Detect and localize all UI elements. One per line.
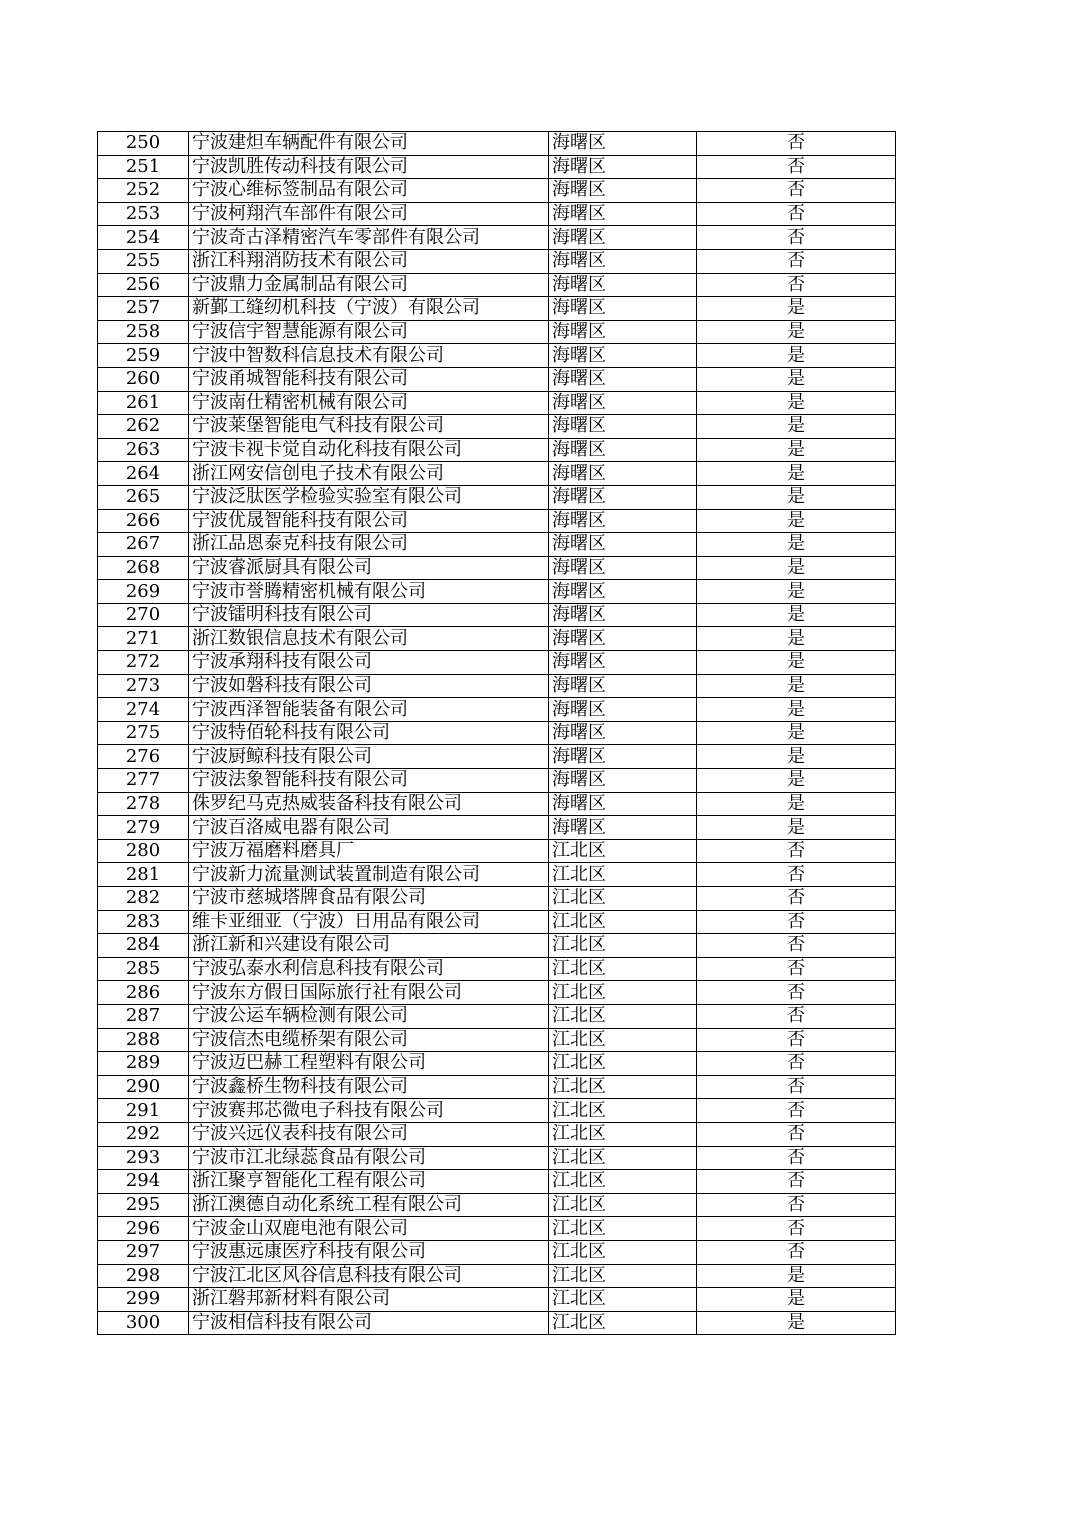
district: 江北区 xyxy=(549,1004,697,1028)
yes-no-flag: 是 xyxy=(697,533,896,557)
company-name: 宁波泛肽医学检验实验室有限公司 xyxy=(189,485,549,509)
table-row xyxy=(98,981,896,1005)
yes-no-flag: 是 xyxy=(697,816,896,840)
company-name: 宁波凯胜传动科技有限公司 xyxy=(189,155,549,179)
company-name: 宁波信杰电缆桥架有限公司 xyxy=(189,1028,549,1052)
district: 江北区 xyxy=(549,1288,697,1312)
district: 海曙区 xyxy=(549,816,697,840)
table-row xyxy=(98,1052,896,1076)
yes-no-flag: 是 xyxy=(697,462,896,486)
district: 海曙区 xyxy=(549,344,697,368)
district: 海曙区 xyxy=(549,155,697,179)
yes-no-flag: 否 xyxy=(697,934,896,958)
district: 海曙区 xyxy=(549,533,697,557)
yes-no-flag: 是 xyxy=(697,391,896,415)
yes-no-flag: 是 xyxy=(697,1264,896,1288)
yes-no-flag: 否 xyxy=(697,1193,896,1217)
company-name: 维卡亚细亚（宁波）日用品有限公司 xyxy=(189,910,549,934)
yes-no-flag: 否 xyxy=(697,981,896,1005)
yes-no-flag: 否 xyxy=(697,1004,896,1028)
row-number: 289 xyxy=(98,1052,189,1076)
company-name: 宁波特佰轮科技有限公司 xyxy=(189,721,549,745)
district: 江北区 xyxy=(549,1075,697,1099)
row-number: 297 xyxy=(98,1240,189,1264)
yes-no-flag: 是 xyxy=(697,556,896,580)
table-row xyxy=(98,1193,896,1217)
district: 海曙区 xyxy=(549,132,697,156)
table-row xyxy=(98,910,896,934)
row-number: 290 xyxy=(98,1075,189,1099)
yes-no-flag: 是 xyxy=(697,603,896,627)
table-row xyxy=(98,698,896,722)
row-number: 294 xyxy=(98,1170,189,1194)
yes-no-flag: 是 xyxy=(697,415,896,439)
district: 海曙区 xyxy=(549,391,697,415)
yes-no-flag: 否 xyxy=(697,155,896,179)
row-number: 276 xyxy=(98,745,189,769)
yes-no-flag: 是 xyxy=(697,438,896,462)
company-name: 宁波莱堡智能电气科技有限公司 xyxy=(189,415,549,439)
table-row xyxy=(98,1240,896,1264)
table-row xyxy=(98,934,896,958)
table-row xyxy=(98,1311,896,1335)
company-name: 宁波市慈城塔牌食品有限公司 xyxy=(189,887,549,911)
table-row xyxy=(98,273,896,297)
row-number: 250 xyxy=(98,132,189,156)
table-row xyxy=(98,603,896,627)
row-number: 271 xyxy=(98,627,189,651)
company-name: 浙江品恩泰克科技有限公司 xyxy=(189,533,549,557)
table-row xyxy=(98,1099,896,1123)
district: 海曙区 xyxy=(549,485,697,509)
district: 海曙区 xyxy=(549,226,697,250)
district: 江北区 xyxy=(549,839,697,863)
district: 海曙区 xyxy=(549,627,697,651)
district: 江北区 xyxy=(549,981,697,1005)
company-name: 宁波奇古泽精密汽车零部件有限公司 xyxy=(189,226,549,250)
district: 江北区 xyxy=(549,863,697,887)
company-name: 侏罗纪马克热威装备科技有限公司 xyxy=(189,792,549,816)
company-name: 宁波弘泰水利信息科技有限公司 xyxy=(189,957,549,981)
district: 海曙区 xyxy=(549,745,697,769)
table-row xyxy=(98,839,896,863)
row-number: 266 xyxy=(98,509,189,533)
row-number: 277 xyxy=(98,769,189,793)
company-name: 宁波建炟车辆配件有限公司 xyxy=(189,132,549,156)
table-row xyxy=(98,674,896,698)
yes-no-flag: 否 xyxy=(697,1075,896,1099)
row-number: 256 xyxy=(98,273,189,297)
company-name: 浙江科翔消防技术有限公司 xyxy=(189,249,549,273)
district: 海曙区 xyxy=(549,415,697,439)
table-row xyxy=(98,533,896,557)
district: 海曙区 xyxy=(549,721,697,745)
row-number: 275 xyxy=(98,721,189,745)
row-number: 295 xyxy=(98,1193,189,1217)
company-name: 宁波信宇智慧能源有限公司 xyxy=(189,320,549,344)
yes-no-flag: 否 xyxy=(697,863,896,887)
yes-no-flag: 是 xyxy=(697,769,896,793)
district: 海曙区 xyxy=(549,202,697,226)
row-number: 264 xyxy=(98,462,189,486)
yes-no-flag: 是 xyxy=(697,344,896,368)
table-row xyxy=(98,792,896,816)
company-name: 浙江澳德自动化系统工程有限公司 xyxy=(189,1193,549,1217)
company-name: 宁波睿派厨具有限公司 xyxy=(189,556,549,580)
district: 海曙区 xyxy=(549,438,697,462)
district: 江北区 xyxy=(549,934,697,958)
row-number: 251 xyxy=(98,155,189,179)
district: 江北区 xyxy=(549,1193,697,1217)
company-name: 宁波法象智能科技有限公司 xyxy=(189,769,549,793)
yes-no-flag: 否 xyxy=(697,1052,896,1076)
company-name: 浙江磐邦新材料有限公司 xyxy=(189,1288,549,1312)
yes-no-flag: 是 xyxy=(697,580,896,604)
district: 海曙区 xyxy=(549,698,697,722)
row-number: 255 xyxy=(98,249,189,273)
company-name: 宁波优晟智能科技有限公司 xyxy=(189,509,549,533)
table-row xyxy=(98,1075,896,1099)
row-number: 291 xyxy=(98,1099,189,1123)
row-number: 252 xyxy=(98,179,189,203)
yes-no-flag: 否 xyxy=(697,132,896,156)
table-row xyxy=(98,509,896,533)
company-name: 浙江数银信息技术有限公司 xyxy=(189,627,549,651)
table-row xyxy=(98,627,896,651)
table-row xyxy=(98,132,896,156)
row-number: 274 xyxy=(98,698,189,722)
row-number: 259 xyxy=(98,344,189,368)
yes-no-flag: 否 xyxy=(697,1099,896,1123)
yes-no-flag: 否 xyxy=(697,839,896,863)
yes-no-flag: 是 xyxy=(697,627,896,651)
company-name: 宁波东方假日国际旅行社有限公司 xyxy=(189,981,549,1005)
district: 江北区 xyxy=(549,910,697,934)
table-row xyxy=(98,863,896,887)
company-name: 宁波新力流量测试装置制造有限公司 xyxy=(189,863,549,887)
yes-no-flag: 是 xyxy=(697,721,896,745)
district: 江北区 xyxy=(549,1099,697,1123)
table-row xyxy=(98,580,896,604)
district: 江北区 xyxy=(549,957,697,981)
district: 江北区 xyxy=(549,1146,697,1170)
yes-no-flag: 否 xyxy=(697,957,896,981)
district: 江北区 xyxy=(549,1217,697,1241)
district: 江北区 xyxy=(549,887,697,911)
company-name: 宁波万福磨料磨具厂 xyxy=(189,839,549,863)
yes-no-flag: 否 xyxy=(697,910,896,934)
company-name: 宁波西泽智能装备有限公司 xyxy=(189,698,549,722)
yes-no-flag: 否 xyxy=(697,1217,896,1241)
row-number: 258 xyxy=(98,320,189,344)
district: 江北区 xyxy=(549,1240,697,1264)
district: 海曙区 xyxy=(549,674,697,698)
table-row xyxy=(98,1217,896,1241)
table-row xyxy=(98,1028,896,1052)
company-name: 浙江聚亨智能化工程有限公司 xyxy=(189,1170,549,1194)
table-row xyxy=(98,957,896,981)
row-number: 288 xyxy=(98,1028,189,1052)
yes-no-flag: 是 xyxy=(697,367,896,391)
company-name: 宁波江北区风谷信息科技有限公司 xyxy=(189,1264,549,1288)
table-row xyxy=(98,1288,896,1312)
yes-no-flag: 是 xyxy=(697,485,896,509)
company-name: 宁波公运车辆检测有限公司 xyxy=(189,1004,549,1028)
table-row xyxy=(98,297,896,321)
yes-no-flag: 是 xyxy=(697,1311,896,1335)
district: 海曙区 xyxy=(549,367,697,391)
row-number: 257 xyxy=(98,297,189,321)
company-name: 宁波心维标签制品有限公司 xyxy=(189,179,549,203)
row-number: 292 xyxy=(98,1122,189,1146)
table-row xyxy=(98,721,896,745)
district: 海曙区 xyxy=(549,273,697,297)
table-row xyxy=(98,462,896,486)
table-row xyxy=(98,367,896,391)
yes-no-flag: 否 xyxy=(697,179,896,203)
row-number: 296 xyxy=(98,1217,189,1241)
district: 海曙区 xyxy=(549,556,697,580)
table-row xyxy=(98,249,896,273)
row-number: 267 xyxy=(98,533,189,557)
row-number: 299 xyxy=(98,1288,189,1312)
company-name: 宁波赛邦芯微电子科技有限公司 xyxy=(189,1099,549,1123)
district: 江北区 xyxy=(549,1170,697,1194)
yes-no-flag: 否 xyxy=(697,887,896,911)
company-name: 宁波如磐科技有限公司 xyxy=(189,674,549,698)
company-name: 宁波鑫桥生物科技有限公司 xyxy=(189,1075,549,1099)
table-row xyxy=(98,438,896,462)
yes-no-flag: 否 xyxy=(697,249,896,273)
row-number: 280 xyxy=(98,839,189,863)
company-name: 宁波甬城智能科技有限公司 xyxy=(189,367,549,391)
row-number: 300 xyxy=(98,1311,189,1335)
table-row xyxy=(98,179,896,203)
row-number: 283 xyxy=(98,910,189,934)
district: 海曙区 xyxy=(549,297,697,321)
table-row xyxy=(98,1170,896,1194)
table-row xyxy=(98,485,896,509)
row-number: 279 xyxy=(98,816,189,840)
row-number: 254 xyxy=(98,226,189,250)
district: 海曙区 xyxy=(549,651,697,675)
table-row xyxy=(98,155,896,179)
yes-no-flag: 是 xyxy=(697,320,896,344)
table-row xyxy=(98,556,896,580)
yes-no-flag: 是 xyxy=(697,1288,896,1312)
district: 海曙区 xyxy=(549,320,697,344)
yes-no-flag: 是 xyxy=(697,745,896,769)
table-row xyxy=(98,887,896,911)
yes-no-flag: 否 xyxy=(697,226,896,250)
district: 海曙区 xyxy=(549,509,697,533)
company-name: 宁波承翔科技有限公司 xyxy=(189,651,549,675)
table-row xyxy=(98,344,896,368)
yes-no-flag: 是 xyxy=(697,651,896,675)
yes-no-flag: 是 xyxy=(697,509,896,533)
district: 江北区 xyxy=(549,1311,697,1335)
row-number: 263 xyxy=(98,438,189,462)
row-number: 268 xyxy=(98,556,189,580)
row-number: 284 xyxy=(98,934,189,958)
table-row xyxy=(98,320,896,344)
company-name: 宁波鼎力金属制品有限公司 xyxy=(189,273,549,297)
row-number: 270 xyxy=(98,603,189,627)
table-row xyxy=(98,651,896,675)
row-number: 285 xyxy=(98,957,189,981)
table-row xyxy=(98,226,896,250)
company-name: 宁波相信科技有限公司 xyxy=(189,1311,549,1335)
yes-no-flag: 是 xyxy=(697,297,896,321)
company-name: 新鄞工缝纫机科技（宁波）有限公司 xyxy=(189,297,549,321)
row-number: 282 xyxy=(98,887,189,911)
table-row xyxy=(98,769,896,793)
company-name: 宁波市誉腾精密机械有限公司 xyxy=(189,580,549,604)
yes-no-flag: 否 xyxy=(697,273,896,297)
yes-no-flag: 否 xyxy=(697,1122,896,1146)
yes-no-flag: 否 xyxy=(697,1146,896,1170)
company-name: 宁波中智数科信息技术有限公司 xyxy=(189,344,549,368)
table-row xyxy=(98,816,896,840)
row-number: 253 xyxy=(98,202,189,226)
district: 海曙区 xyxy=(549,580,697,604)
table-row xyxy=(98,202,896,226)
district: 海曙区 xyxy=(549,603,697,627)
table-row xyxy=(98,1004,896,1028)
company-name: 宁波市江北绿蕊食品有限公司 xyxy=(189,1146,549,1170)
district: 海曙区 xyxy=(549,462,697,486)
district: 江北区 xyxy=(549,1264,697,1288)
company-name: 宁波镭明科技有限公司 xyxy=(189,603,549,627)
table-row xyxy=(98,745,896,769)
yes-no-flag: 是 xyxy=(697,674,896,698)
company-name: 宁波惠远康医疗科技有限公司 xyxy=(189,1240,549,1264)
table-row xyxy=(98,1122,896,1146)
company-list-table xyxy=(97,131,896,1335)
yes-no-flag: 是 xyxy=(697,792,896,816)
row-number: 262 xyxy=(98,415,189,439)
row-number: 261 xyxy=(98,391,189,415)
row-number: 278 xyxy=(98,792,189,816)
company-name: 宁波柯翔汽车部件有限公司 xyxy=(189,202,549,226)
company-name: 宁波百洛威电器有限公司 xyxy=(189,816,549,840)
district: 江北区 xyxy=(549,1028,697,1052)
row-number: 269 xyxy=(98,580,189,604)
table-row xyxy=(98,391,896,415)
yes-no-flag: 否 xyxy=(697,1240,896,1264)
table-row xyxy=(98,1264,896,1288)
company-name: 宁波兴远仪表科技有限公司 xyxy=(189,1122,549,1146)
row-number: 260 xyxy=(98,367,189,391)
table-row xyxy=(98,1146,896,1170)
table-row xyxy=(98,415,896,439)
row-number: 281 xyxy=(98,863,189,887)
district: 海曙区 xyxy=(549,792,697,816)
company-name: 宁波卡视卡觉自动化科技有限公司 xyxy=(189,438,549,462)
row-number: 293 xyxy=(98,1146,189,1170)
district: 江北区 xyxy=(549,1052,697,1076)
table-body xyxy=(98,132,896,1335)
company-name: 浙江新和兴建设有限公司 xyxy=(189,934,549,958)
company-name: 宁波金山双鹿电池有限公司 xyxy=(189,1217,549,1241)
district: 海曙区 xyxy=(549,179,697,203)
yes-no-flag: 否 xyxy=(697,1028,896,1052)
row-number: 273 xyxy=(98,674,189,698)
company-name: 浙江网安信创电子技术有限公司 xyxy=(189,462,549,486)
row-number: 287 xyxy=(98,1004,189,1028)
district: 江北区 xyxy=(549,1122,697,1146)
yes-no-flag: 是 xyxy=(697,698,896,722)
company-name: 宁波南仕精密机械有限公司 xyxy=(189,391,549,415)
yes-no-flag: 否 xyxy=(697,1170,896,1194)
row-number: 298 xyxy=(98,1264,189,1288)
district: 海曙区 xyxy=(549,769,697,793)
row-number: 286 xyxy=(98,981,189,1005)
row-number: 272 xyxy=(98,651,189,675)
company-name: 宁波厨鲸科技有限公司 xyxy=(189,745,549,769)
row-number: 265 xyxy=(98,485,189,509)
district: 海曙区 xyxy=(549,249,697,273)
yes-no-flag: 否 xyxy=(697,202,896,226)
company-name: 宁波迈巴赫工程塑料有限公司 xyxy=(189,1052,549,1076)
